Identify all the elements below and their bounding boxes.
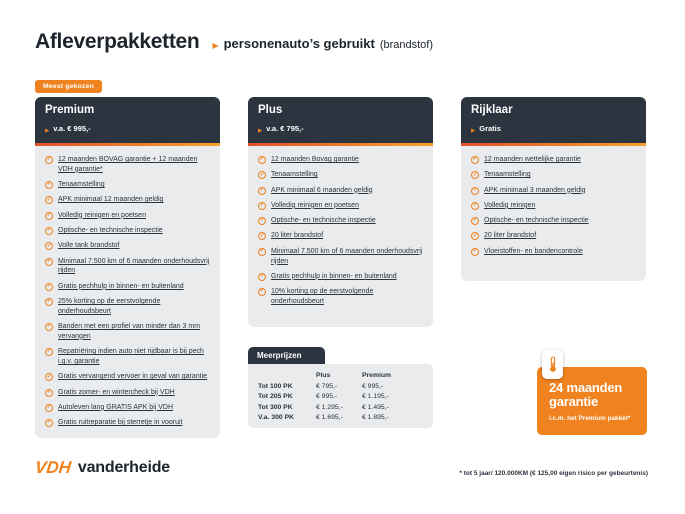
surcharge-table [258,372,423,421]
table-cell-premium-price: € 1.495,- [362,403,389,411]
column-header-plus: Plus [316,372,331,379]
check-icon [258,248,266,256]
check-icon [258,202,266,210]
surcharge-body [248,364,433,428]
feature-item [45,372,210,382]
feature-item [471,186,636,196]
feature-item [45,322,210,342]
feature-item [258,287,423,307]
package-price-text: v.a. € 995,- [53,123,91,133]
feature-item [45,241,210,251]
feature-item [258,216,423,226]
feature-item [45,388,210,398]
feature-text: Tenaamstelling [58,181,105,189]
feature-text: Minimaal 7.500 km of 6 maanden onderhoudsvrij rijden [271,247,423,265]
feature-text: Gratis vervangend vervoer in geval van garantie [58,373,208,381]
check-icon [45,348,53,356]
check-icon [45,212,53,220]
check-icon [258,171,266,179]
arrow-right-icon [212,35,218,53]
header [35,30,433,54]
check-icon [45,156,53,164]
package-price-text: v.a. € 795,- [266,123,304,133]
feature-item [45,257,210,277]
feature-text: Tenaamstelling [484,171,531,179]
feature-text: Autoleven lang GRATIS APK bij VDH [58,403,174,411]
package-title: Rijklaar [471,104,513,116]
feature-text: APK minimaal 6 maanden geldig [271,186,373,194]
arrow-right-icon [45,119,49,137]
feature-text: APK minimaal 12 maanden geldig [58,196,164,204]
check-icon [45,404,53,412]
table-cell-premium-price: € 1.895,- [362,414,389,421]
feature-item [471,247,636,257]
feature-text: 12 maanden wettelijke garantie [484,156,581,163]
feature-item [258,231,423,241]
feature-item [45,282,210,292]
package-card-rijklaar [461,97,646,281]
brand-logo [35,458,170,478]
check-icon [45,242,53,250]
thermometer-icon [542,350,563,379]
table-cell-plus-price: € 795,- [316,382,338,390]
feature-item [45,211,210,221]
check-icon [471,171,479,179]
vdh-logo-icon: VDH [34,458,72,477]
feature-text: Vloeistoffen- en bandencontrole [484,247,583,255]
package-card-premium [35,97,220,438]
check-icon [45,196,53,204]
feature-text: Volle tank brandstof [58,242,120,250]
check-icon [45,389,53,397]
package-card-plus [248,97,433,327]
feature-text: Gratis ruitreparatie bij sterretje in vooruit [58,419,183,427]
feature-item [45,347,210,367]
feature-item [45,155,210,175]
table-cell-plus-price: € 995,- [316,393,338,400]
subtitle-note: (brandstof) [379,39,434,51]
feature-item [258,201,423,211]
package-price [471,119,636,137]
table-cell-plus-price: € 1.295,- [316,403,343,411]
feature-text: 20 liter brandstof [484,232,537,240]
package-title: Premium [45,104,95,116]
feature-text: 12 maanden Bovag garantie [271,156,359,163]
check-icon [45,323,53,331]
package-feature-list [35,146,220,438]
feature-item [471,216,636,226]
feature-item [258,247,423,267]
table-cell-premium-price: € 995,- [362,382,384,390]
check-icon [258,232,266,240]
package-price [45,119,210,137]
feature-text: APK minimaal 3 maanden geldig [484,186,586,194]
table-corner-cell [258,372,316,379]
table-row-label: Tot 300 PK [258,403,293,411]
arrow-right-icon [258,119,262,137]
feature-text: Gratis pechhulp in binnen- en buitenland [271,272,397,280]
package-header-premium [35,97,220,143]
check-icon [471,202,479,210]
table-row-label: Tot 100 PK [258,382,293,390]
footnote: * tot 5 jaar/ 120.000KM (€ 125,00 eigen risico per gebeurtenis) [459,470,648,477]
package-header-plus [248,97,433,143]
feature-text: Tenaamstelling [271,171,318,179]
feature-item [471,155,636,165]
check-icon [45,298,53,306]
check-icon [45,258,53,266]
feature-item [45,180,210,190]
page-title: Afleverpakketten [35,30,200,53]
feature-item [45,297,210,317]
brand-name: vanderheide [77,459,170,476]
feature-item [258,170,423,180]
feature-item [471,170,636,180]
promo-condition-note: i.c.m. het Premium pakket* [549,415,631,423]
feature-item [258,186,423,196]
arrow-right-icon [471,119,475,137]
package-price-text: Gratis [479,123,501,133]
table-cell-premium-price: € 1.195,- [362,393,389,400]
promo-headline-line2: garantie [549,394,598,410]
table-row-label: V.a. 300 PK [258,414,295,421]
check-icon [258,217,266,225]
check-icon [45,283,53,291]
package-header-rijklaar [461,97,646,143]
check-icon [45,373,53,381]
check-icon [471,187,479,195]
feature-item [258,272,423,282]
package-feature-list [461,146,646,281]
check-icon [471,217,479,225]
warranty-promo-box [537,367,647,435]
check-icon [258,273,266,281]
check-icon [471,248,479,256]
feature-text: 25% korting op de eerstvolgende onderhoudsbeurt [58,297,161,315]
feature-text: 12 maanden BOVAG garantie + 12 maanden VDH garantie* [58,156,198,173]
check-icon [471,156,479,164]
surcharge-title: Meerprijzen [248,347,325,364]
package-price [258,119,423,137]
feature-text: Banden met een profiel van minder dan 3 mm vervangen [58,323,201,340]
promo-headline-line1: 24 maanden [549,380,623,395]
column-header-premium: Premium [362,372,392,379]
feature-text: Optische- en technische inspectie [58,226,163,234]
feature-item [45,403,210,413]
feature-text: Volledig reinigen en poetsen [271,201,359,209]
check-icon [45,227,53,235]
feature-text: Gratis pechhulp in binnen- en buitenland [58,282,184,290]
feature-item [45,195,210,205]
page-subtitle [212,35,433,53]
feature-item [45,226,210,236]
feature-item [258,155,423,165]
feature-text: Repatriëring indien auto niet rijdbaar is bij pech i.g.v. garantie [58,348,204,365]
feature-text: Volledig reinigen en poetsen [58,211,146,219]
feature-item [45,418,210,428]
feature-text: 20 liter brandstof [271,232,324,240]
check-icon [258,288,266,296]
feature-text: Volledig reinigen [484,201,536,209]
subtitle-text: personenauto’s gebruikt [223,36,375,51]
check-icon [45,419,53,427]
check-icon [45,181,53,189]
feature-text: Optische- en technische inspectie [484,217,589,225]
feature-text: 10% korting op de eerstvolgende onderhoudsbeurt [271,288,374,305]
feature-text: Minimaal 7.500 km of 6 maanden onderhoudsvrij rijden [58,257,210,275]
check-icon [258,156,266,164]
surcharge-panel [248,345,433,428]
feature-text: Optische- en technische inspectie [271,217,376,225]
feature-item [471,231,636,241]
table-cell-plus-price: € 1.695,- [316,414,343,421]
package-title: Plus [258,104,283,116]
check-icon [258,187,266,195]
feature-text: Gratis zomer- en wintercheck bij VDH [58,388,175,396]
check-icon [471,232,479,240]
table-row-label: Tot 205 PK [258,393,293,400]
most-chosen-badge: Meest gekozen [35,80,102,93]
package-feature-list [248,146,433,327]
feature-item [471,201,636,211]
